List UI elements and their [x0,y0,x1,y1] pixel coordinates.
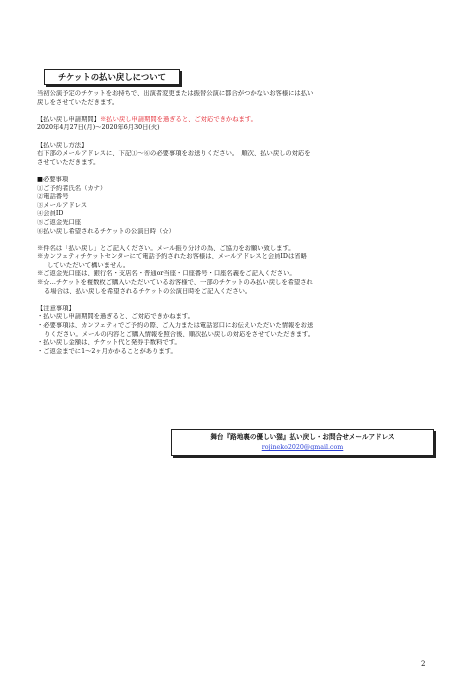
period-dates: 2020年4月27日(月)～2020年6月30日(火) [37,124,160,132]
intro-line-2: 戻しをさせていただきます。 [37,98,119,106]
method-line-2: させていただきます。 [37,158,100,166]
caution-line: ・必要事項は、カンフェティでご予約の際、ご入力または電話窓口にお伝えいただいた情報をお送 [37,322,314,330]
note-line: ※件名は「払い戻し」とご記入ください。メール振り分けの為、ご協力をお願い致します。 [37,244,295,252]
caution-line: ・払い戻し申請期間を過ぎると、ご対応できかねます。 [37,313,194,321]
note-line: ※☆…チケットを複数枚ご購入いただいているお客様で、一部のチケットのみ払い戻しを希望され [37,279,313,287]
main-content [37,90,437,356]
note-line: ※カンフェティチケットセンターにて電話予約されたお客様は、メールアドレスと会員IDは省略 [37,253,307,261]
required-item: ③メールアドレス [37,201,88,209]
required-item: ⑤ご返金先口座 [37,218,82,226]
caution-line: ・払い戻し金額は、チケット代と発券手数料です。 [37,339,181,347]
note-line: る場合は、払い戻しを希望されるチケットの公演日時をご記入ください。 [44,287,252,295]
period-row [37,116,437,125]
required-item: ②電話番号 [37,193,69,201]
intro-line-1: 当初公演予定のチケットをお持ちで、出演者変更または振替公演に都合がつかないお客様には払い [37,90,314,97]
period-label: 【払い戻し申請期間】 [37,115,100,123]
cautions-heading: 【注意事項】 [37,304,75,312]
note-line: ※ご返金先口座は、銀行名・支店名・普通or当座・口座番号・口座名義をご記入ください。 [37,270,296,278]
required-heading: ■必要事項 [37,175,69,183]
required-item: ④会員ID [37,210,64,218]
method-line-1: 右下部のメールアドレスに、下記①～⑥の必要事項をお送りください。 順次、払い戻しの対応を [37,150,311,158]
caution-line: ・ご返金までに1～2ヶ月かかることがあります。 [37,347,177,355]
contact-email-link[interactable]: rojineko2020@gmail.com [261,444,344,451]
method-heading: 【払い戻し方法】 [37,141,88,149]
required-item: ⑥払い戻し希望されるチケットの公演日時（☆） [37,227,175,235]
required-item: ①ご予約者氏名（カナ） [37,184,107,192]
period-warning: ※払い戻し申請期間を過ぎると、ご対応できかねます。 [99,115,257,123]
caution-line: りください。メールの内容とご購入情報を照合後、順次払い戻しの対応をさせていただきます。 [44,330,315,338]
contact-box [171,429,434,456]
page-number: 2 [421,660,426,668]
contact-title: 舞台『路地裏の優しい猫』払い戻し・お問合せメールアドレス [210,433,395,441]
note-line: していただいて構いません。 [47,261,130,269]
page-title: チケットの払い戻しについて [44,69,180,85]
